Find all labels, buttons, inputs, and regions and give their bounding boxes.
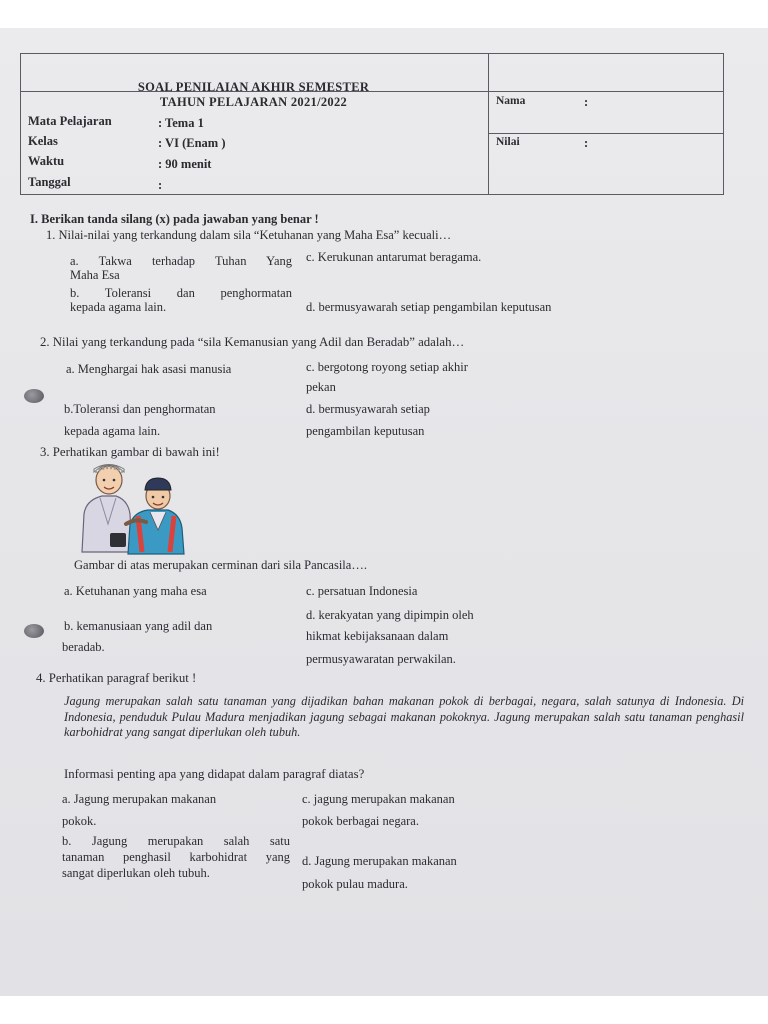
q3-option-b-cont: beradab. bbox=[62, 640, 105, 654]
q1-option-d: d. bermusyawarah setiap pengambilan keputusan bbox=[306, 300, 552, 314]
q3-option-a: a. Ketuhanan yang maha esa bbox=[64, 584, 207, 598]
q4-option-a-cont: pokok. bbox=[62, 814, 97, 828]
question-4: 4. Perhatikan paragraf berikut ! bbox=[36, 671, 197, 685]
question-2: 2. Nilai yang terkandung pada “sila Kemanusian yang Adil dan Beradab” adalah… bbox=[40, 335, 465, 349]
question-1: 1. Nilai-nilai yang terkandung dalam sila “Ketuhanan yang Maha Esa” kecuali… bbox=[46, 228, 452, 242]
q1-option-a: a. Takwa terhadap Tuhan Yang bbox=[70, 254, 292, 268]
q1-option-c: c. Kerukunan antarumat beragama. bbox=[306, 250, 482, 264]
section-title: I. Berikan tanda silang (x) pada jawaban yang benar ! bbox=[30, 212, 319, 226]
q1-option-a-cont: Maha Esa bbox=[70, 268, 120, 282]
q4-option-b-cont: tanaman penghasil karbohidrat yang bbox=[62, 850, 290, 864]
hole-punch-mark bbox=[24, 624, 44, 638]
field-value-date: : bbox=[158, 178, 163, 192]
q3-option-c: c. persatuan Indonesia bbox=[306, 584, 418, 598]
field-label-subject: Mata Pelajaran bbox=[28, 114, 112, 128]
field-value-class: : VI (Enam ) bbox=[158, 136, 226, 150]
q3-question: Gambar di atas merupakan cerminan dari sila Pancasila…. bbox=[74, 558, 367, 572]
hole-punch-mark bbox=[24, 389, 44, 403]
score-colon: : bbox=[584, 136, 589, 150]
question-3: 3. Perhatikan gambar di bawah ini! bbox=[40, 445, 220, 459]
q3-option-d: d. kerakyatan yang dipimpin oleh bbox=[306, 608, 474, 622]
exam-year: TAHUN PELAJARAN 2021/2022 bbox=[159, 95, 348, 109]
name-label: Nama bbox=[496, 95, 526, 107]
header-rule bbox=[488, 91, 723, 92]
exam-paper bbox=[0, 28, 768, 996]
two-people-illustration-icon bbox=[76, 460, 188, 556]
q4-option-d: d. Jagung merupakan makanan bbox=[302, 854, 457, 868]
q2-option-c: c. bergotong royong setiap akhir bbox=[306, 360, 468, 374]
field-label-class: Kelas bbox=[28, 134, 58, 148]
q2-option-b-cont: kepada agama lain. bbox=[64, 424, 161, 438]
field-label-time: Waktu bbox=[28, 154, 65, 168]
q4-option-c: c. jagung merupakan makanan bbox=[302, 792, 455, 806]
q3-option-b: b. kemanusiaan yang adil dan bbox=[64, 619, 213, 633]
q2-option-b: b.Toleransi dan penghormatan bbox=[64, 402, 216, 416]
q4-option-a: a. Jagung merupakan makanan bbox=[62, 792, 217, 806]
field-value-subject: : Tema 1 bbox=[158, 116, 204, 130]
q4-option-b: b. Jagung merupakan salah satu bbox=[62, 834, 290, 848]
header-divider bbox=[488, 54, 489, 194]
q2-option-d-cont: pengambilan keputusan bbox=[306, 424, 425, 438]
score-label: Nilai bbox=[496, 136, 520, 148]
q4-paragraph: Jagung merupakan salah satu tanaman yang dijadikan bahan makanan pokok di berbagai, negara, salah satunya di Indonesia. Di Indonesia, penduduk Pulau Madura menjadikan jagung sebagai makanan pokoknya. Jagung merupakan salah satu tanaman penghasil karbohidrat yang sangat diperlukan oleh tubuh. bbox=[64, 694, 744, 739]
q1-option-b: b. Toleransi dan penghormatan bbox=[70, 286, 292, 300]
q1-option-b-cont: kepada agama lain. bbox=[70, 300, 167, 314]
q3-option-d-cont: hikmat kebijaksanaan dalam bbox=[306, 629, 449, 643]
q4-option-b-cont2: sangat diperlukan oleh tubuh. bbox=[62, 866, 210, 880]
field-value-time: : 90 menit bbox=[158, 157, 212, 171]
q2-option-a: a. Menghargai hak asasi manusia bbox=[66, 362, 232, 376]
name-colon: : bbox=[584, 95, 589, 109]
q3-option-d-cont2: permusyawaratan perwakilan. bbox=[306, 652, 456, 666]
header-table bbox=[20, 53, 724, 195]
q4-option-d-cont: pokok pulau madura. bbox=[302, 877, 408, 891]
header-rule bbox=[488, 133, 723, 134]
q2-option-c-cont: pekan bbox=[306, 380, 336, 394]
q2-option-d: d. bermusyawarah setiap bbox=[306, 402, 430, 416]
field-label-date: Tanggal bbox=[28, 175, 71, 189]
exam-title: SOAL PENILAIAN AKHIR SEMESTER bbox=[137, 80, 370, 94]
q4-question: Informasi penting apa yang didapat dalam paragraf diatas? bbox=[64, 767, 365, 781]
q4-option-c-cont: pokok berbagai negara. bbox=[302, 814, 419, 828]
